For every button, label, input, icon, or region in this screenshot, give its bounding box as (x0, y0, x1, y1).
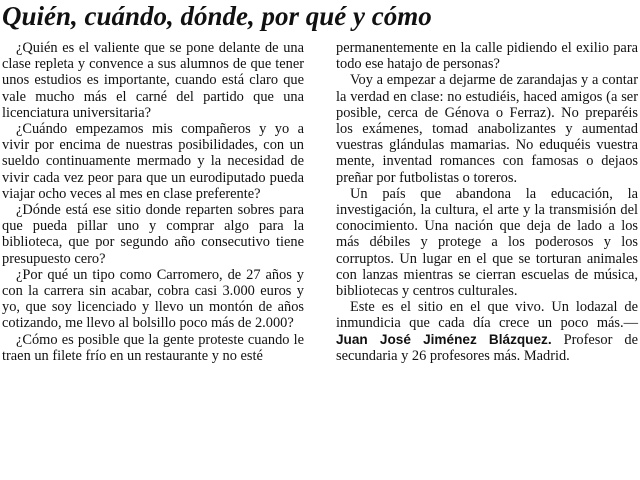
paragraph-como-continued: permanentemente en la calle pidiendo el exilio para todo ese hatajo de personas? (336, 40, 638, 73)
author-details: Profesor de secundaria y 26 profesores más. Madrid. (336, 331, 638, 364)
paragraph-zarandajas: Voy a empezar a dejarme de zarandajas y a contar la verdad en clase: no estudiéis, haced amigos (a ser posible, cerca de Génova o Ferraz). No preparéis los exámenes, tomad anabolizantes y aumentad vuestras glándulas mamarias. No eduquéis vuestra mente, inventad romances con famosas o dejaos preñar por futbolistas o toreros. (336, 72, 638, 186)
article-column-right (336, 40, 638, 364)
article-column-left (2, 40, 304, 364)
paragraph-lodazal (336, 299, 638, 364)
article-headline: Quién, cuándo, dónde, por qué y cómo (2, 1, 432, 31)
paragraph-quien: ¿Quién es el valiente que se pone delante de una clase repleta y convence a sus alumnos de que tener unos estudios es importante, cuando está claro que vale mucho más el carné del partido que una licenciatura universitaria? (2, 40, 304, 121)
paragraph-como: ¿Cómo es posible que la gente proteste cuando le traen un filete frío en un restaurante y no esté (2, 331, 304, 364)
paragraph-pais: Un país que abandona la educación, la investigación, la cultura, el arte y la transmisión del conocimiento. Una nación que deja de lado a los más débiles y protege a los poderosos y los corruptos. Un lugar en el que se torturan animales con lanzas mientras se cierran escuelas de música, bibliotecas y centros culturales. (336, 185, 638, 300)
paragraph-cuando: ¿Cuándo empezamos mis compañeros y yo a vivir por encima de nuestras posibilidades, con un sueldo continuamente mermado y la necesidad de vivir cada vez peor para que un eurodiputado pueda viajar ocho veces al mes en clase preferente? (2, 121, 304, 202)
paragraph-donde: ¿Dónde está ese sitio donde reparten sobres para que pueda pillar uno y comprar algo para la biblioteca, que por segundo año consecutivo tiene presupuesto cero? (2, 202, 304, 267)
author-name: Juan José Jiménez Blázquez. (336, 331, 552, 347)
paragraph-por-que: ¿Por qué un tipo como Carromero, de 27 años y con la carrera sin acabar, cobra casi 3.000 euros y yo, que soy licenciado y llevo un montón de años cotizando, me llevo al bolsillo poco más de 2.000? (2, 266, 304, 332)
closing-text: Este es el sitio en el que vivo. Un lodazal de inmundicia que cada día crece un poco más.— (336, 299, 638, 332)
